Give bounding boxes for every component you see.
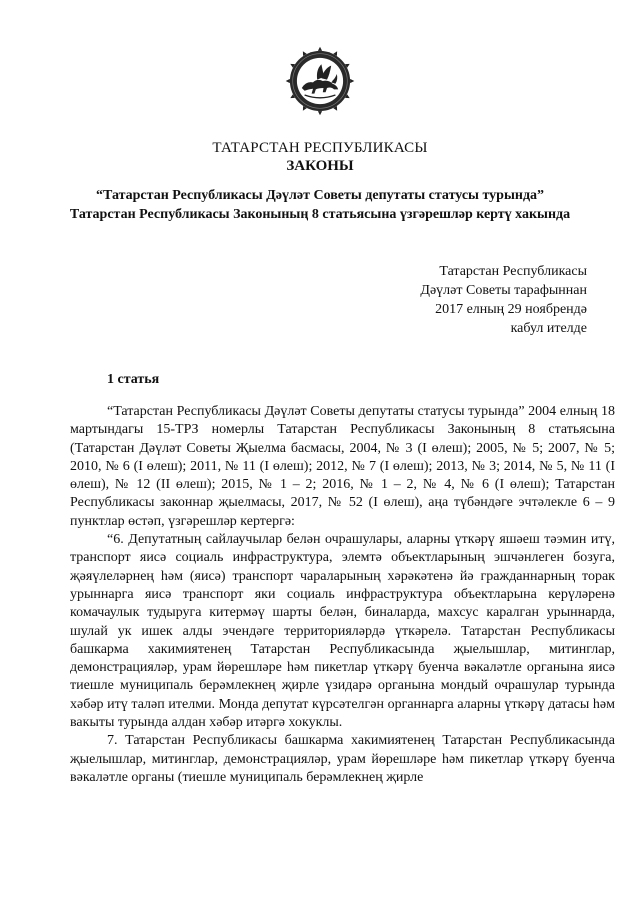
adoption-line-2: Дәүләт Советы тарафыннан (420, 283, 587, 298)
body-paragraph-3: 7. Татарстан Республикасы башкарма хакимиятенең Татарстан Республикасында җыелышлар, митинглар, демонстрацияләр, урам йөрешләре һәм пикетлар үткәрү буенча вәкаләтле органы (тиешле муниципаль берәмлекнең җирле (70, 733, 615, 785)
adoption-line-4: кабул ителде (510, 321, 587, 336)
document-body (70, 403, 615, 787)
article-heading: 1 статья (107, 372, 160, 387)
body-paragraph-1: “Татарстан Республикасы Дәүләт Советы депутаты статусы турында” 2004 елның 18 мартындагы 15-ТРЗ номерлы Татарстан Республикасы Законының 8 статьясына (Татарстан Дәүләт Советы Җыелма басмасы, 2004, № 3 (I өлеш); 2005, № 5; 2007, № 5; 2010, № 6 (I өлеш); 2011, № 11 (I өлеш); 2012, № 7 (I өлеш); 2013, № 3; 2014, № 5, № 11 (I өлеш), № 12 (II өлеш); 2015, № 1 – 2; 2016, № 1 – 2, № 4, № 6 (I өлеш); Татарстан Республикасы законнар җыелмасы, 2017, № 52 (I өлеш), аңа түбәндәге эчтәлекле 6 – 9 пунктлар өстәп, үзгәрешләр кертергә: (70, 404, 615, 529)
law-title: ЗАКОНЫ (286, 158, 354, 174)
law-subtitle-line-2: Татарстан Республикасы Законының 8 статьясына үзгәрешләр кертү хакында (69, 207, 571, 222)
adoption-note (420, 262, 587, 338)
adoption-line-1: Татарстан Республикасы (439, 264, 587, 279)
body-paragraph-2: “6. Депутатның сайлаучылар белән очрашулары, аларны үткәрү яшәеш тәэмин итү, транспорт яисә социаль инфраструктура, элемтә объектларының эшчәнлеген бозуга, җәяүлеләрнең һәм (яисә) транспорт чараларының хәрәкәтенә йә гражданнарның торак урыннарга яисә транспорт яки социаль инфраструктура объектларына керүләренә комачаулык тудыруга китермәү шарты белән, биналарда, махсус каралган урыннарда, шулай ук ишек алды эчендәге территорияләрдә үткәрелә. Татарстан Республикасы башкарма хакимиятенең Татарстан Республикасында җыелышлар, митинглар, демонстрацияләр, урам йөрешләре һәм пикетлар үткәрү буенча вәкаләтле органына яисә тиешле муниципаль берәмлекнең җирле үзидарә органына мондый очрашулар турында хәбәр итү таләп ителми. Монда депутат күрсәтелгән органнарга аларны үткәрү датасы һәм вакыты турында алдан хәбәр итәргә хокуклы. (70, 532, 615, 731)
law-subtitle-line-1: “Татарстан Республикасы Дәүләт Советы депутаты статусы турында” (95, 188, 545, 203)
adoption-line-3: 2017 елның 29 ноябрендә (435, 302, 587, 317)
tatarstan-coat-of-arms-icon (285, 46, 355, 116)
republic-title: ТАТАРСТАН РЕСПУБЛИКАСЫ (212, 140, 428, 156)
